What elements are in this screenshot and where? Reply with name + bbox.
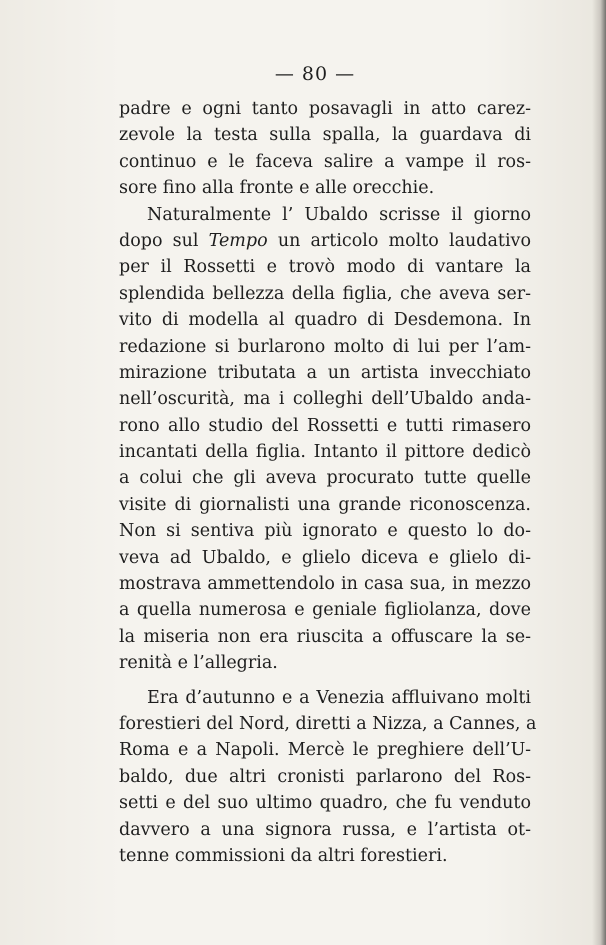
text-line: baldo, due altri cronisti parlarono del Ros- xyxy=(119,766,531,787)
text-line: incantati della figlia. Intanto il pittore dedicò xyxy=(119,442,531,463)
text-line: zevole la testa sulla spalla, la guardava di xyxy=(119,125,531,146)
text-line: continuo e le faceva salire a vampe il ros- xyxy=(119,151,531,172)
page-number: — 80 — xyxy=(274,63,356,85)
text-segment: un articolo molto laudativo xyxy=(277,230,531,251)
italic-title: Tempo xyxy=(208,230,268,251)
paragraph-3 xyxy=(119,685,537,870)
text-line: setti e del suo ultimo quadro, che fu venduto xyxy=(119,793,531,814)
text-line: veva ad Ubaldo, e glielo diceva e glielo di- xyxy=(119,547,531,568)
page-edge-shadow xyxy=(592,0,606,945)
text-line: Naturalmente l’ Ubaldo scrisse il giorno xyxy=(147,204,531,225)
text-line: redazione si burlarono molto di lui per l’am- xyxy=(119,336,531,357)
text-line: nell’oscurità, ma i colleghi dell’Ubaldo anda- xyxy=(119,389,531,410)
text-line: rono allo studio del Rossetti e tutti rimasero xyxy=(119,415,531,436)
text-line: a colui che gli aveva procurato tutte quelle xyxy=(119,468,531,489)
text-line-with-italic xyxy=(119,228,531,254)
text-line: la miseria non era riuscita a offuscare la se- xyxy=(119,626,531,647)
body-text xyxy=(119,96,537,869)
text-line: per il Rossetti e trovò modo di vantare la xyxy=(119,257,531,278)
text-line: Era d’autunno e a Venezia affluivano molti xyxy=(147,687,531,708)
text-line: renità e l’allegria. xyxy=(119,653,278,674)
text-line: davvero a una signora russa, e l’artista ot- xyxy=(119,819,531,840)
text-line: visite di giornalisti una grande riconoscenza. xyxy=(119,494,531,515)
text-segment: dopo sul xyxy=(119,230,199,251)
paragraph-1 xyxy=(119,96,531,202)
text-line: mirazione tributata a un artista invecchiato xyxy=(119,362,531,383)
text-line: mostrava ammettendolo in casa sua, in mezzo xyxy=(119,574,531,595)
text-line: Roma e a Napoli. Mercè le preghiere dell’U- xyxy=(119,740,531,761)
text-line: splendida bellezza della figlia, che aveva ser- xyxy=(119,283,531,304)
text-line: sore fino alla fronte e alle orecchie. xyxy=(119,178,435,199)
text-line: vito di modella al quadro di Desdemona. In xyxy=(119,310,531,331)
text-line: tenne commissioni da altri forestieri. xyxy=(119,845,448,866)
paragraph-gap xyxy=(119,677,531,685)
text-line: a quella numerosa e geniale figliolanza, dove xyxy=(119,600,531,621)
text-line: forestieri del Nord, diretti a Nizza, a Cannes, a xyxy=(119,713,537,734)
text-line: Non si sentiva più ignorato e questo lo do- xyxy=(119,521,531,542)
paragraph-2 xyxy=(119,202,531,677)
text-line: padre e ogni tanto posavagli in atto carez- xyxy=(119,99,531,119)
